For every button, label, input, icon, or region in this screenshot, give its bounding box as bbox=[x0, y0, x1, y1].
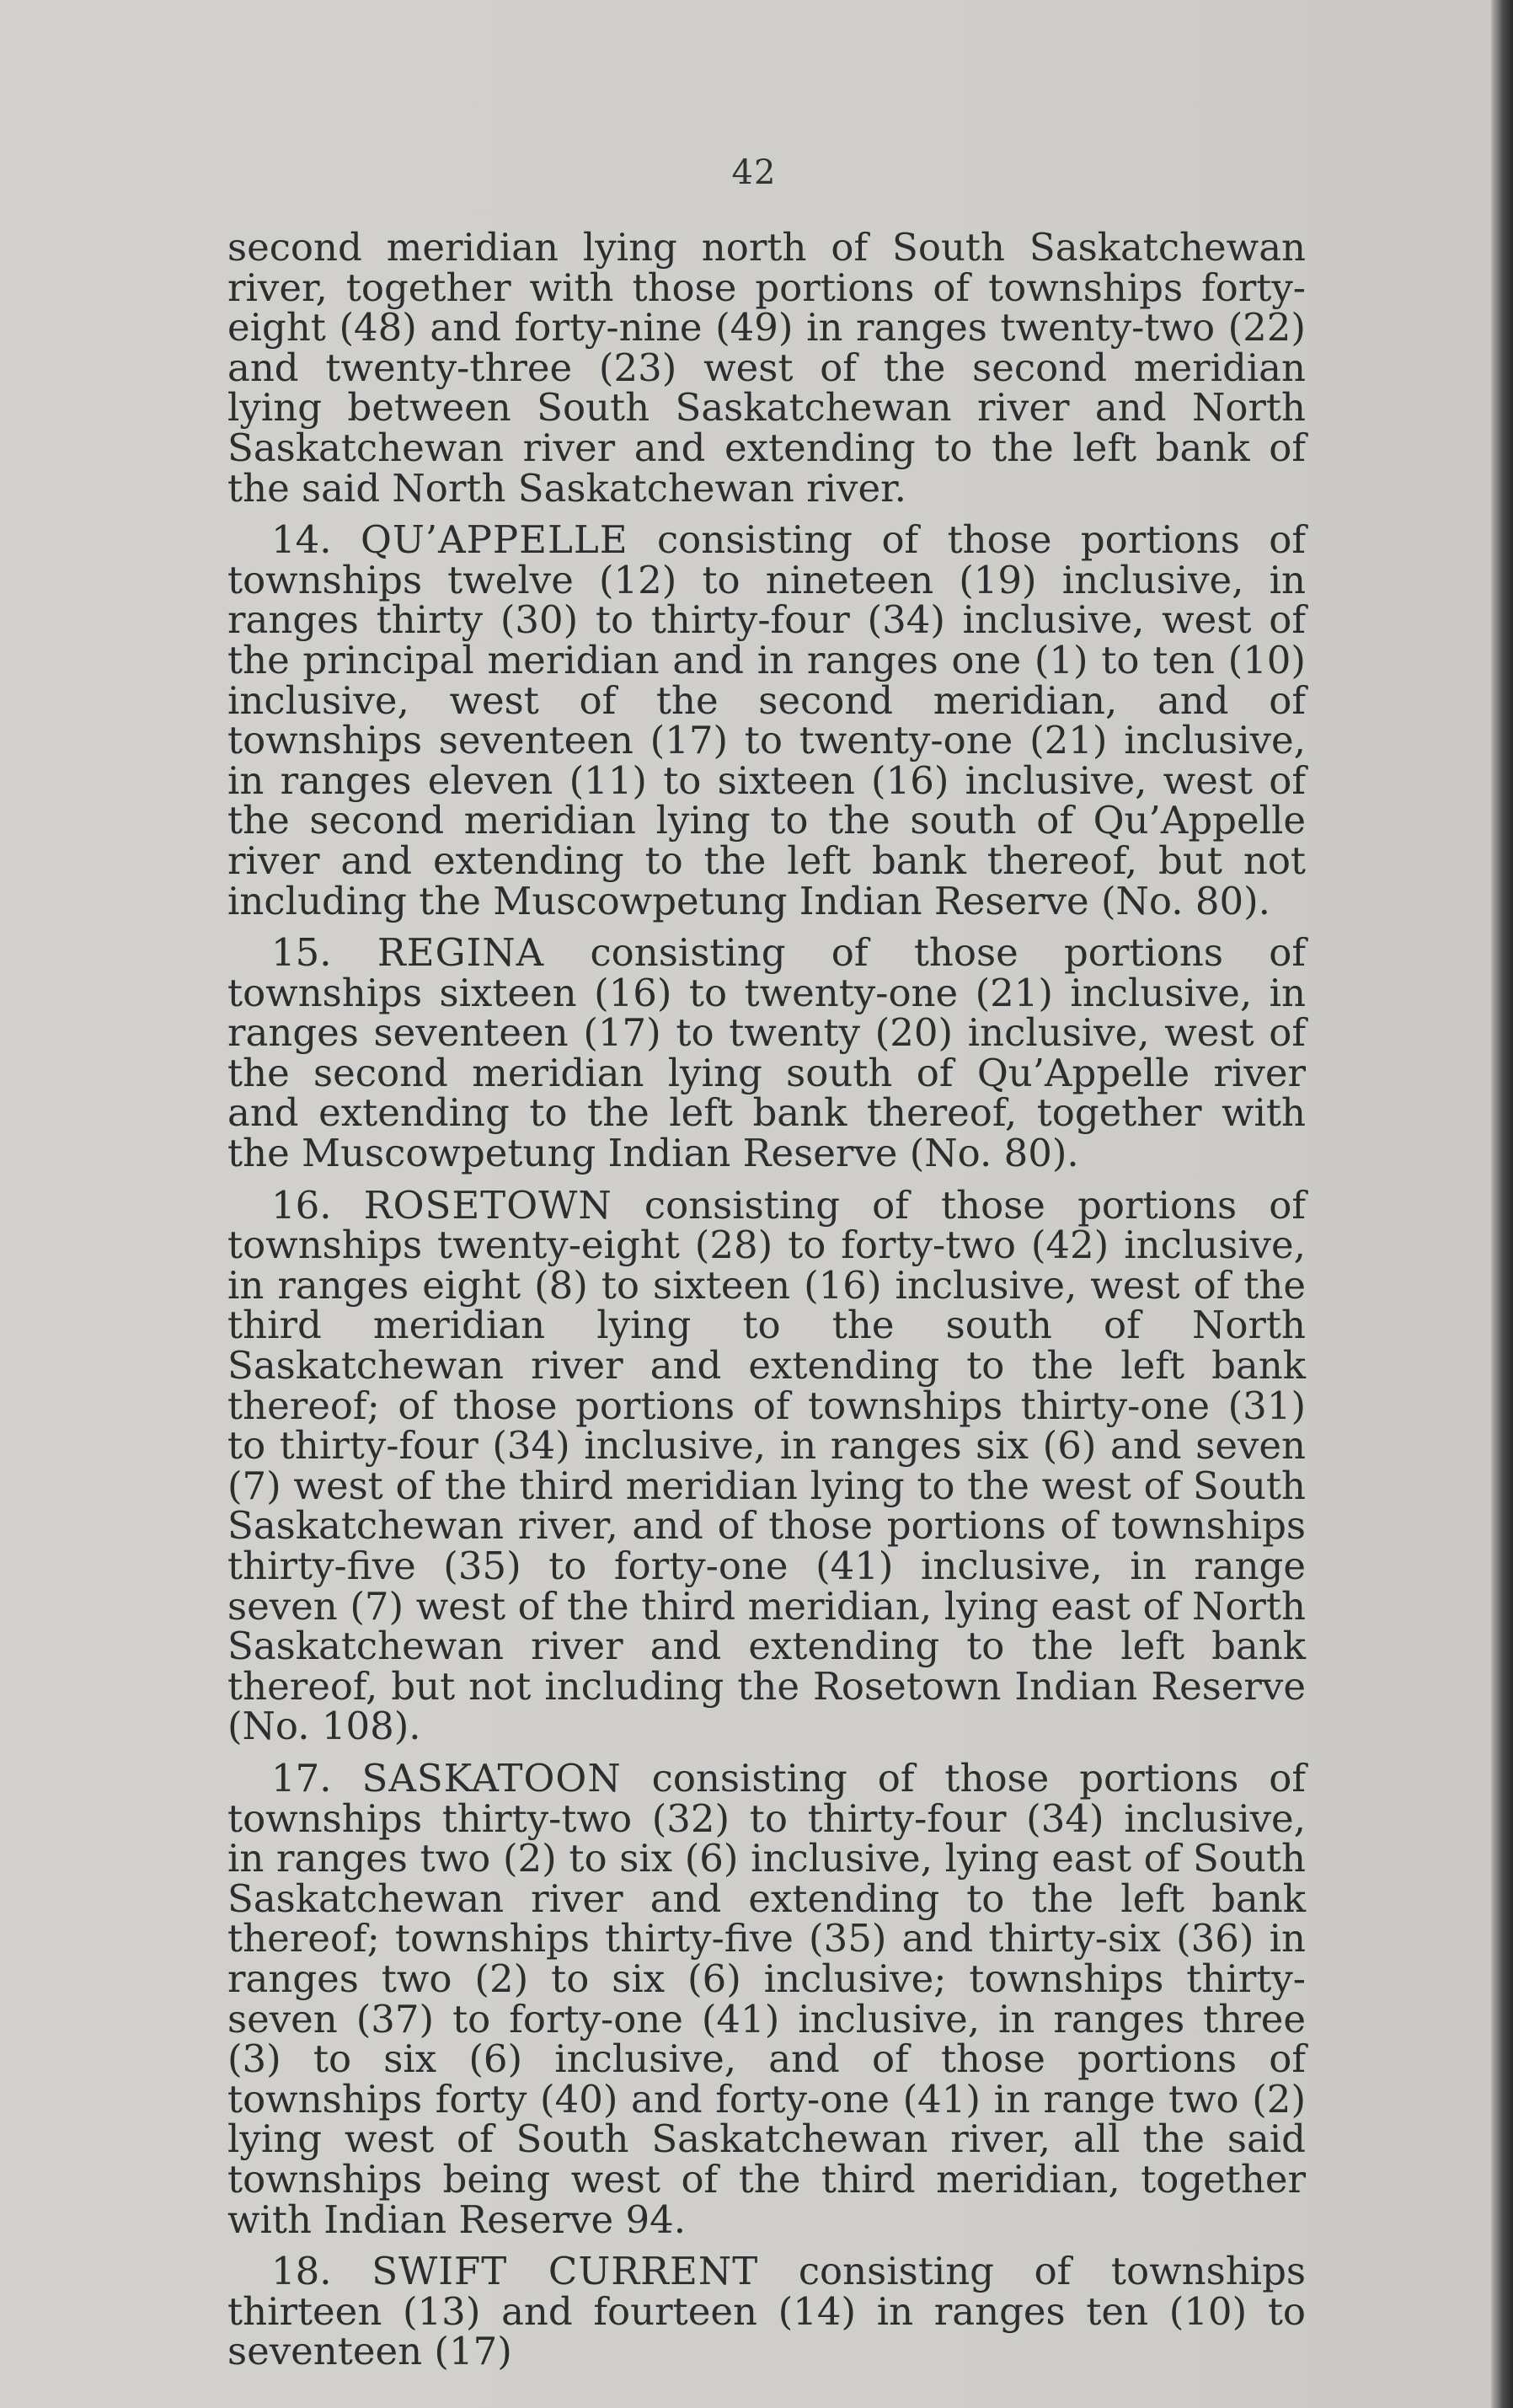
district-heading: SWIFT CURRENT bbox=[372, 2249, 759, 2294]
paragraph-14-quappelle bbox=[227, 517, 1306, 923]
paragraph-17-saskatoon bbox=[227, 1755, 1306, 2242]
paragraph-18-swift-current bbox=[227, 2251, 1306, 2372]
district-heading: SASKATOON bbox=[361, 1755, 622, 1801]
paragraph-number: 15. bbox=[271, 930, 332, 976]
district-heading: REGINA bbox=[377, 930, 545, 976]
page-number: 42 bbox=[731, 153, 777, 192]
paragraph-text: consisting of those portions of townships twelve (12) to nineteen (19) inclusive, in ranges thirty (30) to thirty-four (34) inclusive, west of the principal meridian and in ranges one (1) to ten (10) inclusive, west of the second meridian, and of townships seventeen (17) to twenty-one (21) inclusive, in ranges eleven (11) to sixteen (16) inclusive, west of the second meridian lying to the south of Qu’Appelle river and extending to the left bank thereof, but not including the Muscowpetung Indian Reserve (No. 80). bbox=[227, 517, 1306, 923]
paragraph-number: 14. bbox=[271, 517, 332, 563]
paragraph-number: 17. bbox=[271, 1755, 332, 1801]
district-heading: QU’APPELLE bbox=[360, 517, 628, 563]
paragraph-text: second meridian lying north of South Saskatchewan river, together with those portions of townships forty-eight (48) and forty-nine (49) in ranges twenty-two (22) and twenty-three (23) west of the second meridian lying between South Saskatchewan river and North Saskatchewan river and extending to the left bank of the said North Saskatchewan river. bbox=[227, 225, 1306, 511]
paragraph-text: consisting of townships thirteen (13) and fourteen (14) in ranges ten (10) to seventeen (17) bbox=[227, 2249, 1306, 2374]
paragraph-text: consisting of those portions of townships twenty-eight (28) to forty-two (42) inclusive, in ranges eight (8) to sixteen (16) inclusive, west of the third meridian lying to the south of North Saskatchewan river and extending to the left bank thereof; of those portions of townships thirty-one (31) to thirty-four (34) inclusive, in ranges six (6) and seven (7) west of the third meridian lying to the west of South Saskatchewan river, and of those portions of townships thirty-five (35) to forty-one (41) inclusive, in range seven (7) west of the third meridian, lying east of North Saskatchewan river and extending to the left bank thereof, but not including the Rosetown Indian Reserve (No. 108). bbox=[227, 1182, 1307, 1749]
paragraph-text: consisting of those portions of townships thirty-two (32) to thirty-four (34) inclusive, in ranges two (2) to six (6) inclusive, lying east of South Saskatchewan river and extending to the left bank thereof; townships thirty-five (35) and thirty-six (36) in ranges two (2) to six (6) inclusive; townships thirty-seven (37) to forty-one (41) inclusive, in ranges three (3) to six (6) inclusive, and of those portions of townships forty (40) and forty-one (41) in range two (2) lying west of South Saskatchewan river, all the said townships being west of the third meridian, together with Indian Reserve 94. bbox=[227, 1755, 1306, 2242]
paragraph-15-regina bbox=[227, 930, 1307, 1176]
paragraph-number: 18. bbox=[271, 2249, 332, 2294]
page-binding-edge bbox=[1491, 0, 1513, 2408]
paragraph-number: 16. bbox=[271, 1182, 332, 1228]
document-body bbox=[227, 227, 1306, 2384]
paragraph-text: consisting of those portions of townships sixteen (16) to twenty-one (21) inclusive, in ranges seventeen (17) to twenty (20) inclusive, west of the second meridian lying south of Qu’Appelle river and extending to the left bank thereof, together with the Muscowpetung Indian Reserve (No. 80). bbox=[227, 930, 1307, 1176]
paragraph-continued bbox=[227, 225, 1306, 511]
paragraph-16-rosetown bbox=[227, 1182, 1307, 1749]
district-heading: ROSETOWN bbox=[363, 1182, 612, 1228]
